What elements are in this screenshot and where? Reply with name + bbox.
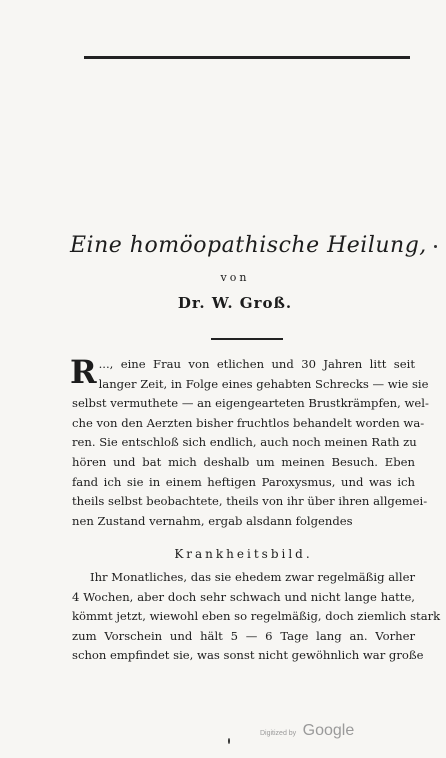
- text-line: kömmt jetzt, wiewohl eben so regelmäßig, doch ziemlich stark: [72, 609, 441, 624]
- title-rule: [211, 338, 283, 340]
- body-paragraph: [72, 568, 441, 666]
- text-line: langer Zeit, in Folge eines gehabten Schrecks — wie sie: [98, 376, 429, 391]
- text-line: nen Zustand vernahm, ergab alsdann folgendes: [72, 513, 353, 528]
- section-heading: Krankheitsbild.: [174, 547, 313, 561]
- text-line: ..., eine Frau von etlichen und 30 Jahren litt seit: [98, 357, 415, 371]
- ink-speck: [434, 245, 437, 248]
- text-line: fand ich sie in einem heftigen Paroxysmus, und was ich: [72, 474, 415, 489]
- text-line: hören und bat mich deshalb um meinen Besuch. Eben: [72, 454, 415, 469]
- text-line: selbst vermuthete — an eigengearteten Brustkrämpfen, wel-: [72, 396, 429, 411]
- digitized-watermark: [260, 722, 354, 740]
- google-logo: Google: [302, 722, 355, 739]
- text-line: ren. Sie entschloß sich endlich, auch noch meinen Rath zu: [72, 435, 417, 450]
- digitized-label: Digitized by: [260, 730, 297, 737]
- text-line: zum Vorschein und hält 5 — 6 Tage lang an. Vorher: [72, 628, 415, 643]
- text-line: theils selbst beobachtete, theils von ihr über ihren allgemei-: [72, 494, 428, 509]
- author-name: Dr. W. Groß.: [177, 294, 293, 312]
- intro-paragraph: [70, 353, 429, 531]
- text-line: che von den Aerzten bisher fruchtlos behandelt worden wa-: [72, 415, 425, 430]
- text-line: Ihr Monatliches, das sie ehedem zwar regelmäßig aller: [90, 570, 415, 584]
- drop-cap: R: [70, 353, 97, 391]
- ink-speck: [228, 738, 230, 744]
- text-line: 4 Wochen, aber doch sehr schwach und nicht lange hatte,: [72, 589, 415, 604]
- byline-von: von: [220, 271, 250, 284]
- article-title: Eine homöopathische Heilung,: [70, 233, 427, 258]
- text-line: schon empfindet sie, was sonst nicht gewöhnlich war große: [72, 648, 424, 663]
- top-rule: [84, 56, 410, 59]
